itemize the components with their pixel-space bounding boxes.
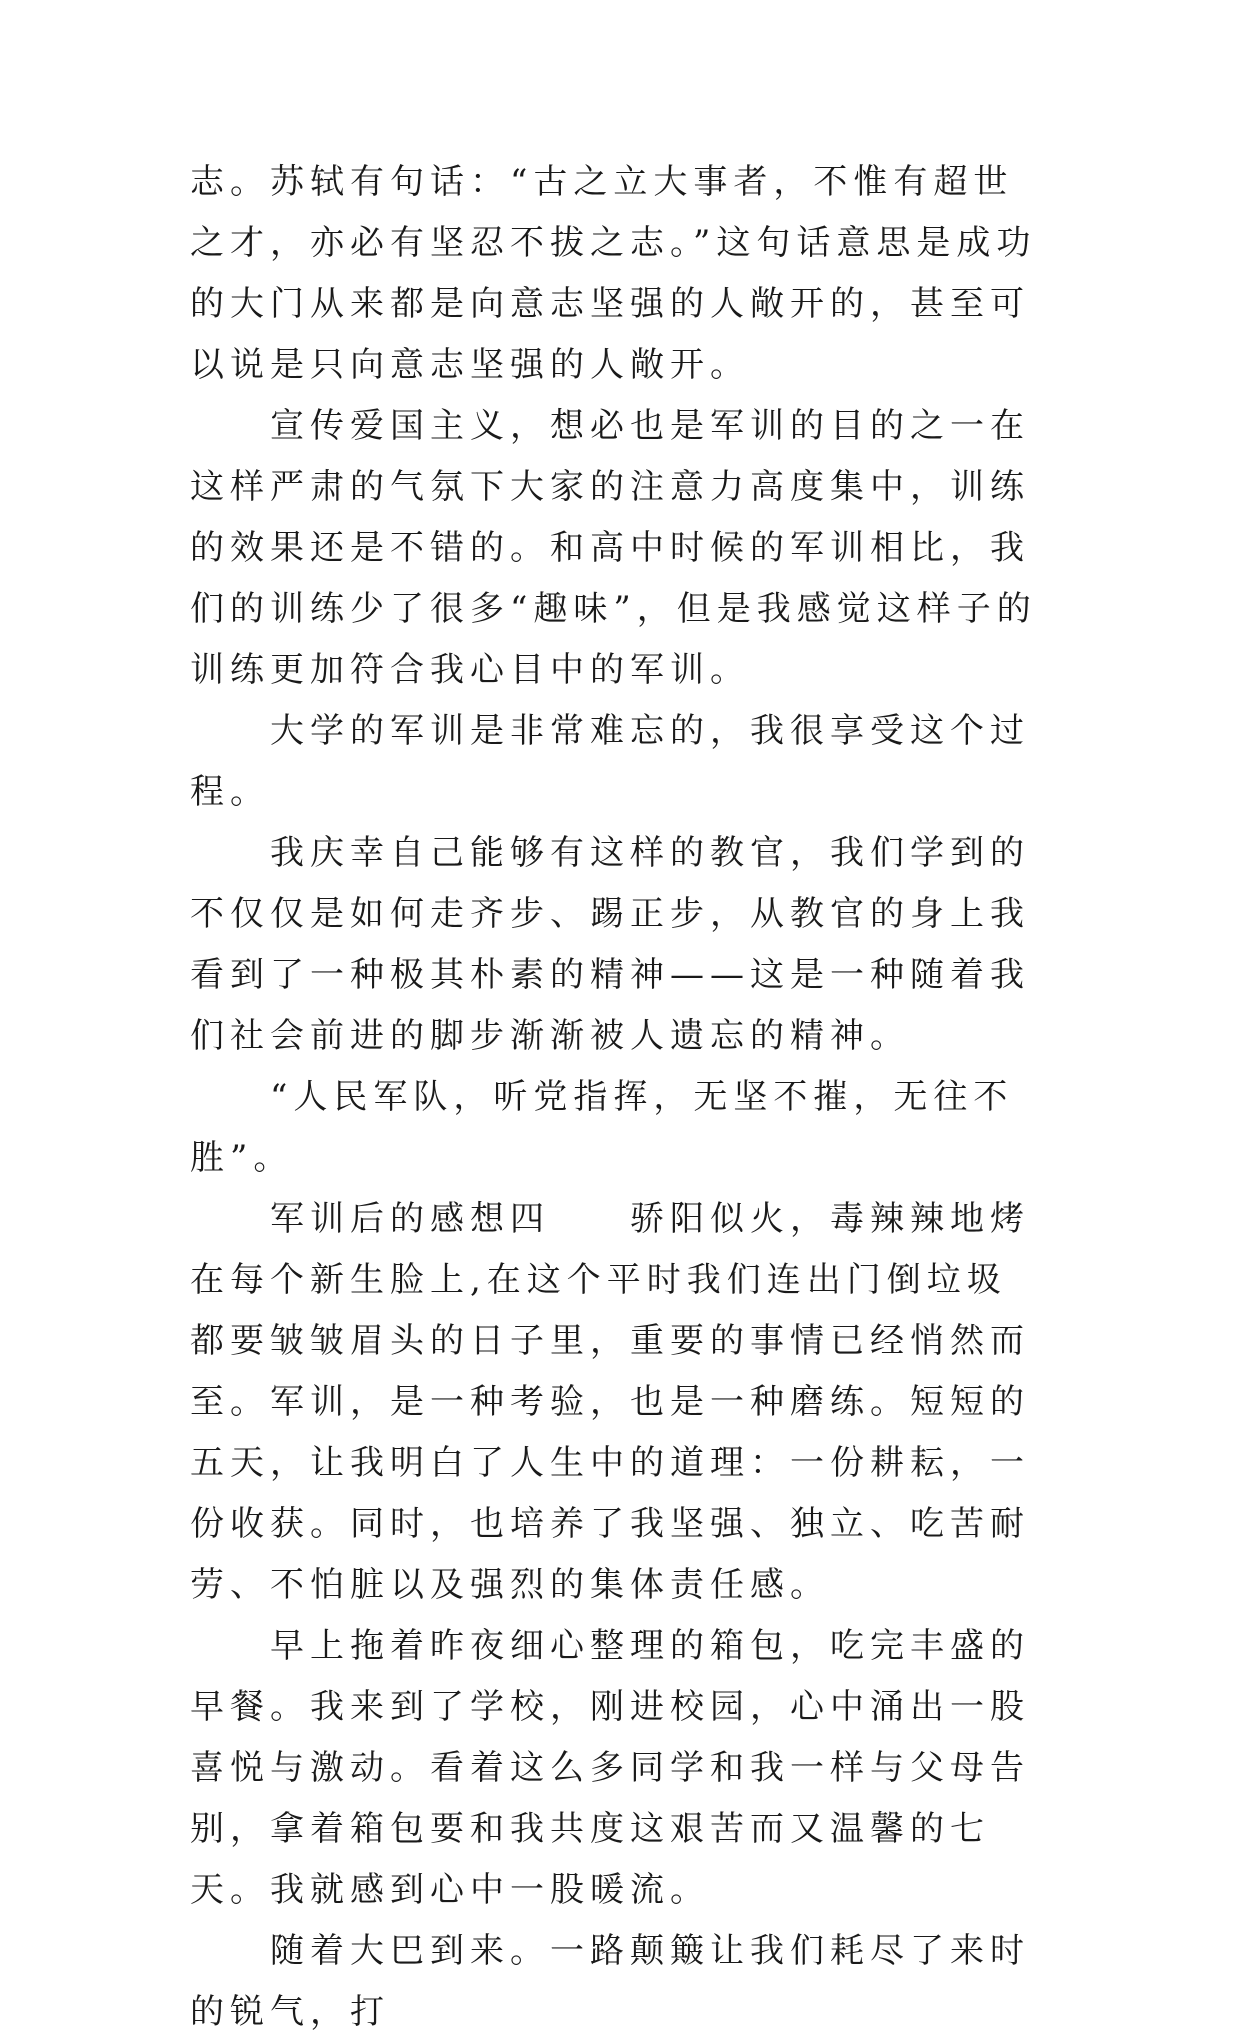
paragraph-8: 随着大巴到来。一路颠簸让我们耗尽了来时的锐气，打 — [190, 1931, 1030, 2032]
paragraph-3: 大学的军训是非常难忘的，我很享受这个过程。 — [190, 711, 1030, 812]
paragraph-2: 宣传爱国主义，想必也是军训的目的之一在这样严肃的气氛下大家的注意力高度集中，训练的效果还是不错的。和高中时候的军训相比，我们的训练少了很多“趣味”，但是我感觉这样子的训练更加符合我心目中的军训。 — [190, 406, 1037, 690]
body-text — [190, 152, 1046, 2043]
paragraph-7: 早上拖着昨夜细心整理的箱包，吃完丰盛的早餐。我来到了学校，刚进校园，心中涌出一股喜悦与激动。看着这么多同学和我一样与父母告别，拿着箱包要和我共度这艰苦而又温馨的七天。我就感到心中一股暖流。 — [190, 1626, 1030, 1910]
paragraph-4: 我庆幸自己能够有这样的教官，我们学到的不仅仅是如何走齐步、踢正步，从教官的身上我看到了一种极其朴素的精神——这是一种随着我们社会前进的脚步渐渐被人遗忘的精神。 — [190, 833, 1030, 1056]
paragraph-5: “人民军队，听党指挥，无坚不摧，无往不胜”。 — [190, 1077, 1014, 1178]
paragraph-1: 志。苏轼有句话：“古之立大事者，不惟有超世之才，亦必有坚忍不拔之志。”这句话意思是成功的大门从来都是向意志坚强的人敞开的，甚至可以说是只向意志坚强的人敞开。 — [190, 162, 1037, 385]
paragraph-6: 军训后的感想四 骄阳似火，毒辣辣地烤在每个新生脸上,在这个平时我们连出门倒垃圾都要皱皱眉头的日子里，重要的事情已经悄然而至。军训，是一种考验，也是一种磨练。短短的五天，让我明白了人生中的道理：一份耕耘，一份收获。同时，也培养了我坚强、独立、吃苦耐劳、不怕脏以及强烈的集体责任感。 — [190, 1199, 1030, 1605]
